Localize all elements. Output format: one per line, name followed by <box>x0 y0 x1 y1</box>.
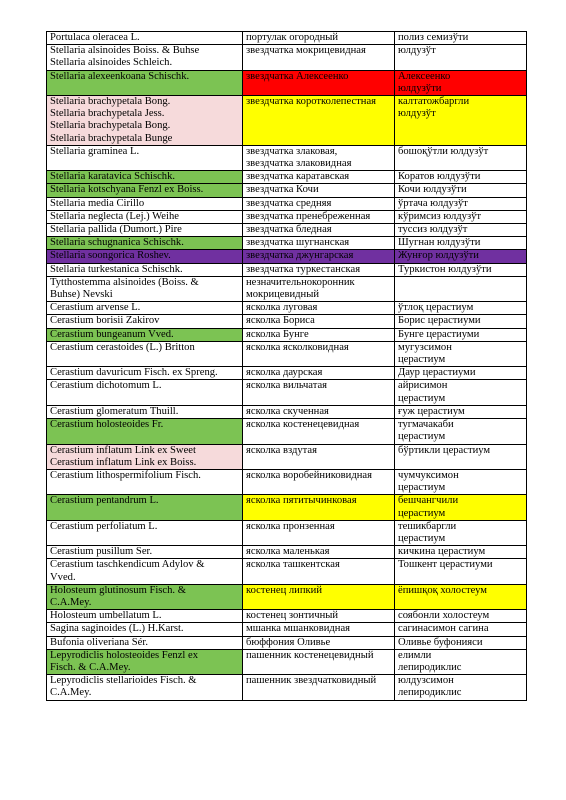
table-row <box>47 328 527 341</box>
latin-name-cell <box>47 341 243 366</box>
russian-name-line: пашенник звездчатковидный <box>246 675 377 687</box>
uzbek-name-cell <box>395 328 527 341</box>
latin-name-line: Portulaca oleracea L. <box>50 32 140 43</box>
latin-name-cell <box>47 649 243 674</box>
uzbek-name-cell <box>395 315 527 328</box>
table-row <box>47 250 527 263</box>
latin-name-line: Buhse) Nevski <box>50 289 113 301</box>
table-row <box>47 610 527 623</box>
uzbek-name-line: ўртача юлдузўт <box>398 197 468 209</box>
russian-name-line: ясколка Бунге <box>246 328 309 340</box>
latin-name-line: C.A.Mey. <box>50 596 92 608</box>
uzbek-name-cell <box>395 70 527 95</box>
uzbek-name-cell <box>395 45 527 70</box>
latin-name-cell <box>47 405 243 418</box>
uzbek-name-line: кўримсиз юлдузўт <box>398 210 482 222</box>
uzbek-name-line: Даур церастиуми <box>398 367 476 379</box>
table-row <box>47 559 527 584</box>
table-row <box>47 341 527 366</box>
latin-name-cell <box>47 210 243 223</box>
uzbek-name-line: Алексеенко <box>398 70 451 82</box>
russian-name-cell <box>243 210 395 223</box>
russian-name-cell <box>243 559 395 584</box>
russian-name-line: незначительнокоронник <box>246 276 355 288</box>
russian-name-cell <box>243 444 395 469</box>
latin-name-line: Stellaria brachypetala Bong. <box>50 120 171 132</box>
uzbek-name-line: церастиум <box>398 354 446 366</box>
table-row <box>47 237 527 250</box>
uzbek-name-cell <box>395 171 527 184</box>
uzbek-name-cell <box>395 636 527 649</box>
uzbek-name-line: елимли <box>398 649 432 661</box>
russian-name-cell <box>243 276 395 301</box>
table-row <box>47 96 527 146</box>
uzbek-name-line: Борис церастиуми <box>398 315 481 327</box>
russian-name-line: звездчатка шугнанская <box>246 237 350 249</box>
uzbek-name-line: ўтлоқ церастиум <box>398 302 474 314</box>
russian-name-line: ясколка костенецевидная <box>246 419 360 431</box>
russian-name-cell <box>243 171 395 184</box>
latin-name-line: C.A.Mey. <box>50 687 92 699</box>
russian-name-cell <box>243 341 395 366</box>
latin-name-line: Cerastium taschkendicum Adylov & <box>50 559 205 571</box>
latin-name-cell <box>47 250 243 263</box>
latin-name-cell <box>47 584 243 609</box>
latin-name-cell <box>47 636 243 649</box>
russian-name-cell <box>243 367 395 380</box>
russian-name-line: звездчатка злаковая, <box>246 145 338 157</box>
russian-name-cell <box>243 184 395 197</box>
latin-name-cell <box>47 197 243 210</box>
russian-name-line: костенец зонтичный <box>246 610 339 622</box>
uzbek-name-line: церастиум <box>398 507 446 519</box>
latin-name-cell <box>47 469 243 494</box>
russian-name-line: звездчатка коротколепестная <box>246 96 377 108</box>
uzbek-name-cell <box>395 276 527 301</box>
russian-name-line: портулак огородный <box>246 32 339 43</box>
uzbek-name-line: церастиум <box>398 431 446 443</box>
table-row <box>47 45 527 70</box>
uzbek-name-line: юлдузўт <box>398 45 436 57</box>
russian-name-cell <box>243 380 395 405</box>
latin-name-cell <box>47 419 243 444</box>
uzbek-name-cell <box>395 184 527 197</box>
table-row <box>47 469 527 494</box>
uzbek-name-line: айрисимон <box>398 380 448 392</box>
latin-name-cell <box>47 675 243 700</box>
russian-name-cell <box>243 45 395 70</box>
uzbek-name-line: Жунғор юлдузўти <box>398 250 479 262</box>
uzbek-name-cell <box>395 367 527 380</box>
russian-name-line: ясколка ясколковидная <box>246 341 349 353</box>
uzbek-name-line: бўртикли церастиум <box>398 444 491 456</box>
latin-name-line: Stellaria schugnanica Schischk. <box>50 237 184 249</box>
russian-name-cell <box>243 469 395 494</box>
uzbek-name-cell <box>395 520 527 545</box>
uzbek-name-cell <box>395 419 527 444</box>
russian-name-line: ясколка скученная <box>246 405 329 417</box>
russian-name-line: ясколка даурская <box>246 367 323 379</box>
latin-name-line: Cerastium inflatum Link ex Boiss. <box>50 456 197 468</box>
latin-name-line: Bufonia oliveriana Sér. <box>50 636 148 648</box>
uzbek-name-cell <box>395 210 527 223</box>
latin-name-line: Lepyrodiclis stellarioides Fisch. & <box>50 675 197 687</box>
russian-name-line: ясколка маленькая <box>246 546 330 558</box>
table-row <box>47 197 527 210</box>
table-row <box>47 675 527 700</box>
latin-name-line: Cerastium davuricum Fisch. ex Spreng. <box>50 367 218 379</box>
latin-name-cell <box>47 45 243 70</box>
uzbek-name-cell <box>395 250 527 263</box>
uzbek-name-line: туссиз юлдузўт <box>398 224 468 236</box>
latin-name-cell <box>47 302 243 315</box>
latin-name-line: Cerastium dichotomum L. <box>50 380 162 392</box>
russian-name-line: бюффония Оливье <box>246 636 331 648</box>
russian-name-line: ясколка вильчатая <box>246 380 328 392</box>
russian-name-line: мокрицевидный <box>246 289 320 301</box>
russian-name-line: звездчатка пренебреженная <box>246 210 371 222</box>
russian-name-line: звездчатка джунгарская <box>246 250 354 262</box>
table-row <box>47 405 527 418</box>
latin-name-line: Cerastium holosteoides Fr. <box>50 419 164 431</box>
russian-name-cell <box>243 328 395 341</box>
uzbek-name-cell <box>395 675 527 700</box>
table-row <box>47 584 527 609</box>
latin-name-cell <box>47 263 243 276</box>
table-row <box>47 224 527 237</box>
russian-name-line: звездчатка мокрицевидная <box>246 45 366 57</box>
uzbek-name-cell <box>395 610 527 623</box>
uzbek-name-line: мугузсимон <box>398 341 452 353</box>
russian-name-cell <box>243 145 395 170</box>
russian-name-line: звездчатка злаковидная <box>246 158 352 170</box>
latin-name-cell <box>47 495 243 520</box>
russian-name-line: звездчатка туркестанская <box>246 263 361 275</box>
latin-name-line: Lepyrodiclis holosteoides Fenzl ex <box>50 649 198 661</box>
table-row <box>47 380 527 405</box>
uzbek-name-line: калтатожбаргли <box>398 96 470 108</box>
uzbek-name-line: ёпишқоқ холостеум <box>398 584 487 596</box>
latin-name-line: Stellaria alexeenkoana Schischk. <box>50 70 190 82</box>
russian-name-cell <box>243 237 395 250</box>
uzbek-name-cell <box>395 197 527 210</box>
latin-name-line: Stellaria alsinoides Boiss. & Buhse <box>50 45 200 57</box>
russian-name-cell <box>243 610 395 623</box>
latin-name-cell <box>47 520 243 545</box>
latin-name-line: Fisch. & C.A.Mey. <box>50 661 131 673</box>
russian-name-line: звездчатка средняя <box>246 197 332 209</box>
table-row <box>47 171 527 184</box>
russian-name-cell <box>243 250 395 263</box>
latin-name-line: Cerastium pentandrum L. <box>50 495 159 507</box>
uzbek-name-line: юлдузўти <box>398 82 442 94</box>
latin-name-line: Cerastium arvense L. <box>50 302 141 314</box>
latin-name-line: Holosteum glutinosum Fisch. & <box>50 584 186 596</box>
uzbek-name-line: Коратов юлдузўти <box>398 171 481 183</box>
uzbek-name-cell <box>395 444 527 469</box>
latin-name-line: Stellaria neglecta (Lej.) Weihe <box>50 210 179 222</box>
latin-name-line: Cerastium inflatum Link ex Sweet <box>50 444 196 456</box>
table-row <box>47 419 527 444</box>
latin-name-line: Stellaria media Cirillo <box>50 197 145 209</box>
table-row <box>47 315 527 328</box>
russian-name-cell <box>243 224 395 237</box>
latin-name-cell <box>47 96 243 146</box>
table-row <box>47 444 527 469</box>
latin-name-cell <box>47 380 243 405</box>
russian-name-line: ясколка пятитычинковая <box>246 495 357 507</box>
russian-name-cell <box>243 495 395 520</box>
russian-name-cell <box>243 96 395 146</box>
uzbek-name-line: бешчангчили <box>398 495 459 507</box>
uzbek-name-cell <box>395 380 527 405</box>
latin-name-line: Vved. <box>50 571 76 583</box>
uzbek-name-cell <box>395 559 527 584</box>
latin-name-line: Stellaria karatavica Schischk. <box>50 171 176 183</box>
latin-name-line: Stellaria brachypetala Bunge <box>50 132 173 144</box>
uzbek-name-line: юлдузсимон <box>398 675 454 687</box>
latin-name-cell <box>47 145 243 170</box>
russian-name-line: звездчатка каратавская <box>246 171 350 183</box>
latin-name-cell <box>47 276 243 301</box>
uzbek-name-line: кичкина церастиум <box>398 546 486 558</box>
species-table-body <box>47 32 527 701</box>
russian-name-cell <box>243 70 395 95</box>
latin-name-line: Stellaria graminea L. <box>50 145 140 157</box>
uzbek-name-line: юлдузўт <box>398 108 436 120</box>
uzbek-name-line: лепиродиклис <box>398 661 462 673</box>
russian-name-line: ясколка ташкентская <box>246 559 340 571</box>
russian-name-cell <box>243 520 395 545</box>
uzbek-name-cell <box>395 145 527 170</box>
russian-name-line: ясколка пронзенная <box>246 520 335 532</box>
russian-name-cell <box>243 584 395 609</box>
uzbek-name-line: тугмачакаби <box>398 419 454 431</box>
table-row <box>47 520 527 545</box>
russian-name-cell <box>243 32 395 45</box>
latin-name-cell <box>47 171 243 184</box>
russian-name-cell <box>243 315 395 328</box>
russian-name-cell <box>243 649 395 674</box>
table-row <box>47 32 527 45</box>
russian-name-cell <box>243 263 395 276</box>
russian-name-line: ясколка луговая <box>246 302 318 314</box>
latin-name-cell <box>47 559 243 584</box>
table-row <box>47 263 527 276</box>
uzbek-name-cell <box>395 224 527 237</box>
uzbek-name-line: церастиум <box>398 482 446 494</box>
latin-name-line: Stellaria kotschyana Fenzl ex Boiss. <box>50 184 204 196</box>
russian-name-cell <box>243 405 395 418</box>
uzbek-name-line: Туркистон юлдузўти <box>398 263 492 275</box>
table-row <box>47 649 527 674</box>
uzbek-name-cell <box>395 96 527 146</box>
russian-name-line: звездчатка Алексеенко <box>246 70 349 82</box>
russian-name-cell <box>243 636 395 649</box>
table-row <box>47 184 527 197</box>
uzbek-name-line: Шугнан юлдузўти <box>398 237 481 249</box>
uzbek-name-line: полиз семизўти <box>398 32 469 43</box>
table-row <box>47 636 527 649</box>
table-row <box>47 145 527 170</box>
latin-name-line: Stellaria brachypetala Bong. <box>50 96 171 108</box>
uzbek-name-line: тешикбаргли <box>398 520 457 532</box>
uzbek-name-line: сагинасимон сагина <box>398 623 489 635</box>
russian-name-line: ясколка Бориса <box>246 315 315 327</box>
latin-name-line: Cerastium bungeanum Vved. <box>50 328 174 340</box>
uzbek-name-line: бошоқўтли юлдузўт <box>398 145 489 157</box>
uzbek-name-line: Кочи юлдузўти <box>398 184 467 196</box>
russian-name-line: звездчатка бледная <box>246 224 332 236</box>
latin-name-cell <box>47 610 243 623</box>
uzbek-name-cell <box>395 495 527 520</box>
uzbek-name-line: церастиум <box>398 532 446 544</box>
uzbek-name-line: Тошкент церастиуми <box>398 559 493 571</box>
latin-name-cell <box>47 315 243 328</box>
uzbek-name-cell <box>395 302 527 315</box>
latin-name-line: Holosteum umbellatum L. <box>50 610 162 622</box>
russian-name-cell <box>243 197 395 210</box>
latin-name-line: Stellaria brachypetala Jess. <box>50 108 165 120</box>
table-row <box>47 367 527 380</box>
latin-name-cell <box>47 184 243 197</box>
latin-name-line: Cerastium perfoliatum L. <box>50 520 158 532</box>
latin-name-line: Sagina saginoides (L.) H.Karst. <box>50 623 184 635</box>
uzbek-name-line: церастиум <box>398 392 446 404</box>
table-row <box>47 70 527 95</box>
uzbek-name-line: Оливье буфонияси <box>398 636 483 648</box>
uzbek-name-cell <box>395 469 527 494</box>
table-row <box>47 623 527 636</box>
latin-name-cell <box>47 237 243 250</box>
russian-name-cell <box>243 546 395 559</box>
uzbek-name-line: лепиродиклис <box>398 687 462 699</box>
uzbek-name-line: соябонли холостеум <box>398 610 490 622</box>
latin-name-line: Cerastium lithospermifolium Fisch. <box>50 469 201 481</box>
latin-name-line: Stellaria turkestanica Schischk. <box>50 263 183 275</box>
uzbek-name-cell <box>395 623 527 636</box>
russian-name-line: пашенник костенецевидный <box>246 649 374 661</box>
russian-name-line: звездчатка Кочи <box>246 184 319 196</box>
latin-name-cell <box>47 546 243 559</box>
latin-name-cell <box>47 444 243 469</box>
latin-name-cell <box>47 224 243 237</box>
uzbek-name-cell <box>395 32 527 45</box>
uzbek-name-line: Бунге церастиуми <box>398 328 480 340</box>
latin-name-line: Cerastium pusillum Ser. <box>50 546 153 558</box>
table-row <box>47 276 527 301</box>
russian-name-line: ясколка воробейниковидная <box>246 469 372 481</box>
latin-name-line: Stellaria alsinoides Schleich. <box>50 57 173 69</box>
russian-name-line: мшанка мшанковидная <box>246 623 351 635</box>
uzbek-name-cell <box>395 584 527 609</box>
uzbek-name-line: ғуж церастиум <box>398 405 465 417</box>
latin-name-cell <box>47 623 243 636</box>
table-row <box>47 495 527 520</box>
uzbek-name-cell <box>395 263 527 276</box>
latin-name-cell <box>47 328 243 341</box>
uzbek-name-cell <box>395 546 527 559</box>
latin-name-line: Stellaria pallida (Dumort.) Pire <box>50 224 182 236</box>
table-row <box>47 546 527 559</box>
uzbek-name-cell <box>395 405 527 418</box>
species-table <box>46 31 527 701</box>
latin-name-line: Cerastium borisii Zakirov <box>50 315 160 327</box>
russian-name-cell <box>243 302 395 315</box>
table-row <box>47 210 527 223</box>
uzbek-name-line: чумчуксимон <box>398 469 459 481</box>
latin-name-line: Tytthostemma alsinoides (Boiss. & <box>50 276 199 288</box>
latin-name-line: Cerastium glomeratum Thuill. <box>50 405 179 417</box>
russian-name-cell <box>243 623 395 636</box>
russian-name-cell <box>243 419 395 444</box>
latin-name-line: Stellaria soongorica Roshev. <box>50 250 171 262</box>
latin-name-line: Cerastium cerastoides (L.) Britton <box>50 341 195 353</box>
uzbek-name-cell <box>395 237 527 250</box>
uzbek-name-cell <box>395 649 527 674</box>
latin-name-cell <box>47 367 243 380</box>
russian-name-line: костенец липкий <box>246 584 323 596</box>
table-row <box>47 302 527 315</box>
uzbek-name-cell <box>395 341 527 366</box>
russian-name-cell <box>243 675 395 700</box>
russian-name-line: ясколка вздутая <box>246 444 317 456</box>
latin-name-cell <box>47 70 243 95</box>
latin-name-cell <box>47 32 243 45</box>
